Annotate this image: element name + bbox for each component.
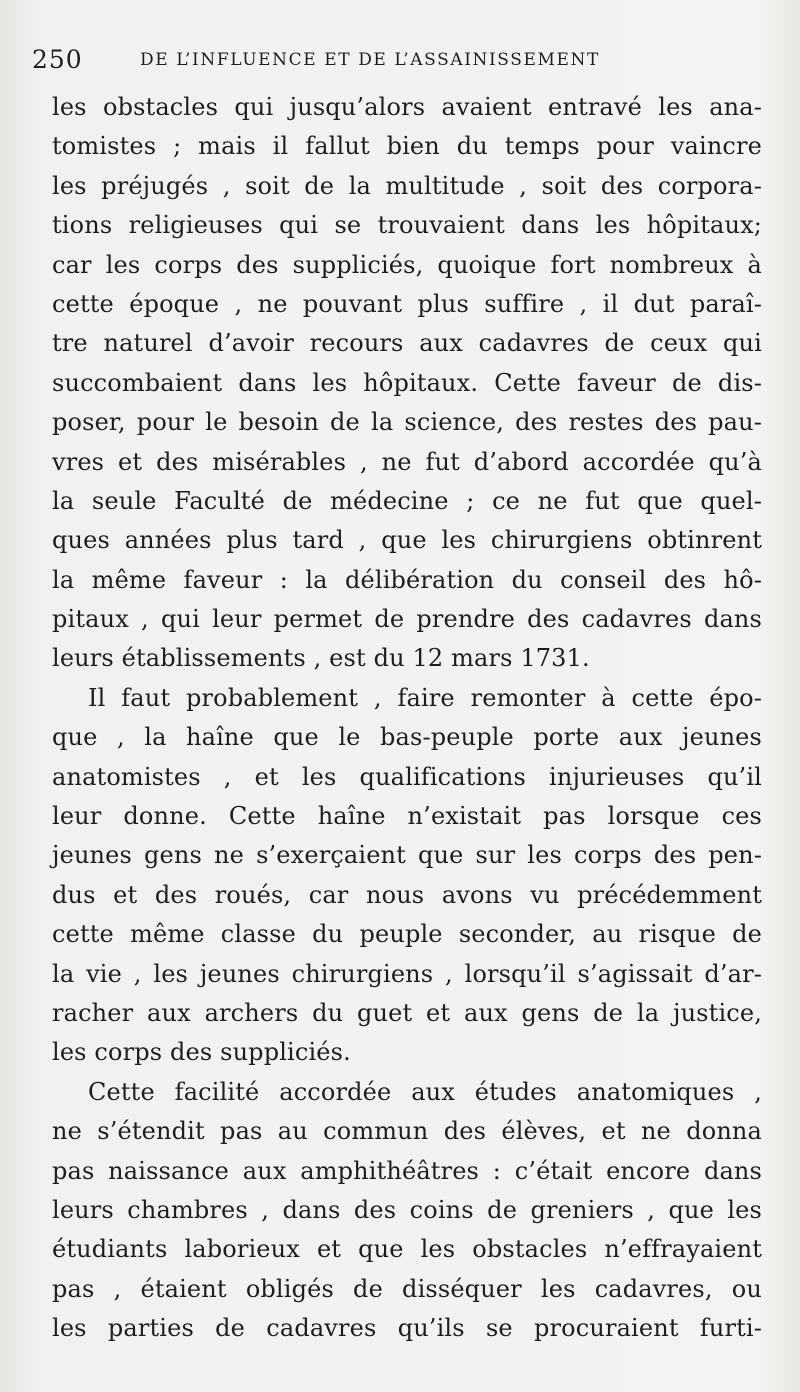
text-line: les préjugés , soit de la multitude , soit des corpora- [52, 171, 762, 200]
running-head: DE L’INFLUENCE ET DE L’ASSAINISSEMENT [140, 50, 600, 70]
text-line: cette même classe du peuple seconder, au risque de [52, 920, 762, 949]
text-line: car les corps des suppliciés, quoique fort nombreux à [52, 250, 762, 279]
text-line: jeunes gens ne s’exerçaient que sur les corps des pen- [52, 841, 762, 870]
text-line: les corps des suppliciés. [52, 1038, 351, 1067]
text-line: racher aux archers du guet et aux gens de la justice, [52, 998, 762, 1027]
text-line: tions religieuses qui se trouvaient dans les hôpitaux; [52, 211, 762, 240]
text-line: étudiants laborieux et que les obstacles n’effrayaient [52, 1235, 762, 1264]
text-line: que , la haîne que le bas-peuple porte aux jeunes [52, 723, 762, 752]
text-line: la même faveur : la délibération du conseil des hô- [52, 565, 762, 594]
text-line: pitaux , qui leur permet de prendre des cadavres dans [52, 605, 762, 634]
text-line: ne s’étendit pas au commun des élèves, et ne donna [52, 1117, 762, 1146]
text-line: Cette facilité accordée aux études anatomiques , [88, 1077, 762, 1106]
text-line: la seule Faculté de médecine ; ce ne fut que quel- [52, 486, 762, 515]
text-line: les obstacles qui jusqu’alors avaient entravé les ana- [52, 93, 762, 121]
page-number: 250 [32, 45, 83, 74]
text-line: leurs chambres , dans des coins de greniers , que les [52, 1195, 762, 1224]
text-line: leurs établissements , est du 12 mars 1731. [52, 644, 590, 673]
text-line: poser, pour le besoin de la science, des restes des pau- [52, 408, 762, 437]
text-line: la vie , les jeunes chirurgiens , lorsqu’il s’agissait d’ar- [52, 959, 762, 988]
text-line: dus et des roués, car nous avons vu précédemment [52, 880, 762, 909]
text-line: anatomistes , et les qualifications injurieuses qu’il [52, 762, 762, 791]
text-line: cette époque , ne pouvant plus suffire , il dut paraî- [52, 289, 762, 318]
text-line: tre naturel d’avoir recours aux cadavres de ceux qui [52, 329, 762, 358]
text-line: Il faut probablement , faire remonter à cette épo- [88, 683, 762, 712]
body-text [52, 88, 762, 1349]
text-line: vres et des misérables , ne fut d’abord accordée qu’à [52, 447, 762, 476]
text-line: pas , étaient obligés de disséquer les cadavres, ou [52, 1274, 762, 1303]
page-header [32, 42, 772, 78]
text-line: leur donne. Cette haîne n’existait pas lorsque ces [52, 802, 762, 831]
text-line: les parties de cadavres qu’ils se procuraient furti- [52, 1314, 762, 1343]
text-line: tomistes ; mais il fallut bien du temps pour vaincre [52, 132, 762, 161]
text-line: pas naissance aux amphithéâtres : c’était encore dans [52, 1156, 762, 1185]
text-line: ques années plus tard , que les chirurgiens obtinrent [52, 526, 762, 555]
text-line: succombaient dans les hôpitaux. Cette faveur de dis- [52, 368, 762, 397]
